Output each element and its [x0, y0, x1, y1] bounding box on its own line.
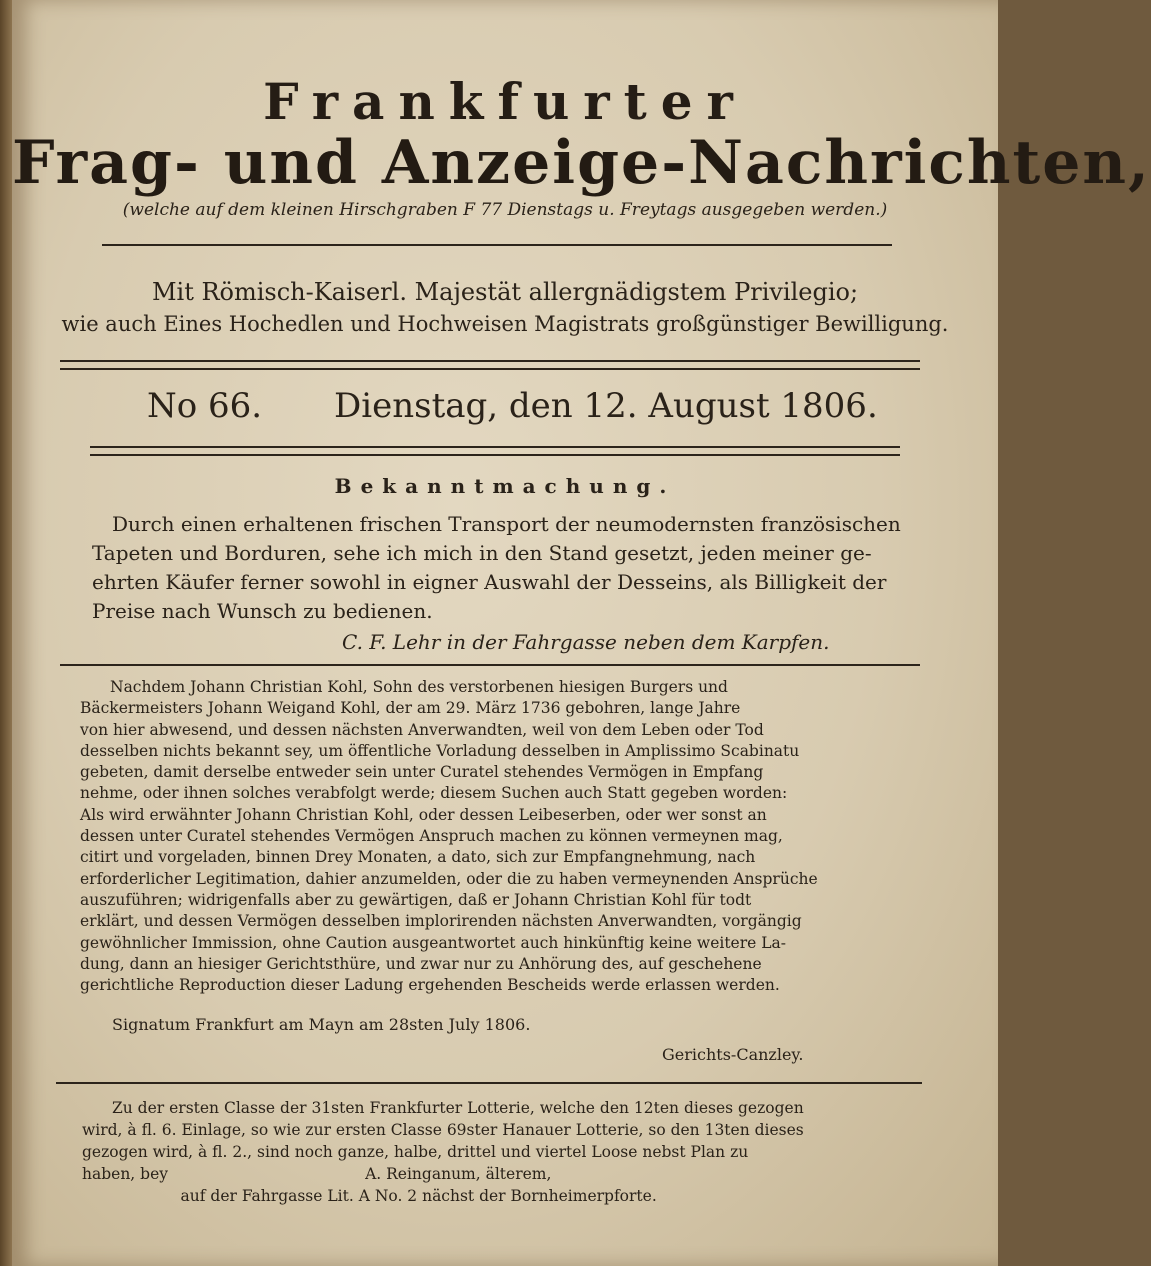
text-line: gewöhnlicher Immission, ohne Caution ausgeantwortet auch hinkünftig keine weitere La- — [80, 933, 787, 952]
text-line: Preise nach Wunsch zu bedienen. — [92, 599, 433, 623]
text-line: auszuführen; widrigenfalls aber zu gewärtigen, daß er Johann Christian Kohl für todt — [80, 890, 752, 909]
text-line: nehme, oder ihnen solches verabfolgt werde; diesem Suchen auch Statt gegeben worden: — [80, 784, 788, 803]
text-line: erforderlicher Legitimation, dahier anzumelden, oder die zu haben vermeynenden Ansprüche — [80, 869, 818, 888]
double-rule-divider — [90, 446, 900, 456]
notice-signature: C. F. Lehr in der Fahrgasse neben dem Karpfen. — [342, 630, 830, 654]
masthead-subtitle: (welche auf dem kleinen Hirschgraben F 77 Dienstags u. Freytags ausgegeben werden.) — [122, 200, 888, 220]
text-line: Durch einen erhaltenen frischen Transport der neumodernsten französischen — [112, 512, 901, 536]
rule-divider — [102, 244, 892, 246]
text-line: dung, dann an hiesiger Gerichtsthüre, und zwar nur zu Anhörung des, auf geschehene — [80, 954, 762, 973]
masthead-city: Frankfurter — [263, 72, 747, 131]
text-line: Nachdem Johann Christian Kohl, Sohn des verstorbenen hiesigen Burgers und — [110, 678, 728, 696]
issue-date: Dienstag, den 12. August 1806. — [334, 386, 878, 426]
text-line: ehrten Käufer ferner sowohl in eigner Auswahl der Desseins, als Billigkeit der — [92, 570, 887, 594]
masthead-title: Frag- und Anzeige-Nachrichten, — [12, 128, 1151, 198]
notice-summons-text — [80, 677, 920, 996]
newspaper-page — [12, 0, 1151, 1266]
text-line: citirt und vorgeladen, binnen Drey Monaten, a dato, sich zur Empfangnehmung, nach — [80, 848, 756, 867]
privilege-line-1: Mit Römisch-Kaiserl. Majestät allergnädigstem Privilegio; — [151, 278, 859, 306]
notice-signatum: Signatum Frankfurt am Mayn am 28sten July 1806. — [112, 1015, 531, 1034]
text-line: Tapeten und Borduren, sehe ich mich in den Stand gesetzt, jeden meiner ge- — [92, 541, 872, 565]
notice-lottery-text — [82, 1097, 922, 1207]
text-line: desselben nichts bekannt sey, um öffentliche Vorladung desselben in Amplissimo Scabinatu — [80, 741, 800, 760]
rule-divider — [56, 1082, 922, 1084]
notice-wallpaper-text — [92, 510, 922, 626]
text-line: gebeten, damit derselbe entweder sein unter Curatel stehendes Vermögen in Empfang — [80, 763, 764, 782]
text-line: von hier abwesend, und dessen nächsten Anverwandten, weil von dem Leben oder Tod — [80, 720, 764, 739]
text-line: dessen unter Curatel stehendes Vermögen Anspruch machen zu können vermeynen mag, — [80, 827, 783, 846]
double-rule-divider — [60, 360, 920, 370]
rule-divider — [60, 664, 920, 666]
notice-heading: Bekanntmachung. — [334, 474, 676, 498]
book-binding-edge — [0, 0, 12, 1266]
privilege-line-2: wie auch Eines Hochedlen und Hochweisen Magistrats großgünstiger Bewilligung. — [61, 312, 949, 336]
issue-number: No 66. — [147, 386, 263, 426]
text-line: haben, bey A. Reinganum, älterem, — [82, 1165, 552, 1183]
text-line: Zu der ersten Classe der 31sten Frankfurter Lotterie, welche den 12ten dieses gezogen — [112, 1099, 804, 1117]
text-line: wird, à fl. 6. Einlage, so wie zur ersten Classe 69ster Hanauer Lotterie, so den 13ten dieses — [82, 1121, 804, 1139]
text-line: gerichtliche Reproduction dieser Ladung ergehenden Bescheids werde erlassen werden. — [80, 976, 780, 995]
text-line: Bäckermeisters Johann Weigand Kohl, der am 29. März 1736 gebohren, lange Jahre — [80, 699, 741, 718]
notice-court-signature: Gerichts-Canzley. — [662, 1045, 804, 1064]
text-line: Als wird erwähnter Johann Christian Kohl, oder dessen Leibeserben, oder wer sonst an — [80, 805, 767, 824]
text-line: gezogen wird, à fl. 2., sind noch ganze, halbe, drittel und viertel Loose nebst Plan zu — [82, 1143, 749, 1161]
text-line: auf der Fahrgasse Lit. A No. 2 nächst der Bornheimerpforte. — [82, 1187, 657, 1205]
text-line: erklärt, und dessen Vermögen desselben implorirenden nächsten Anverwandten, vorgängig — [80, 912, 802, 931]
